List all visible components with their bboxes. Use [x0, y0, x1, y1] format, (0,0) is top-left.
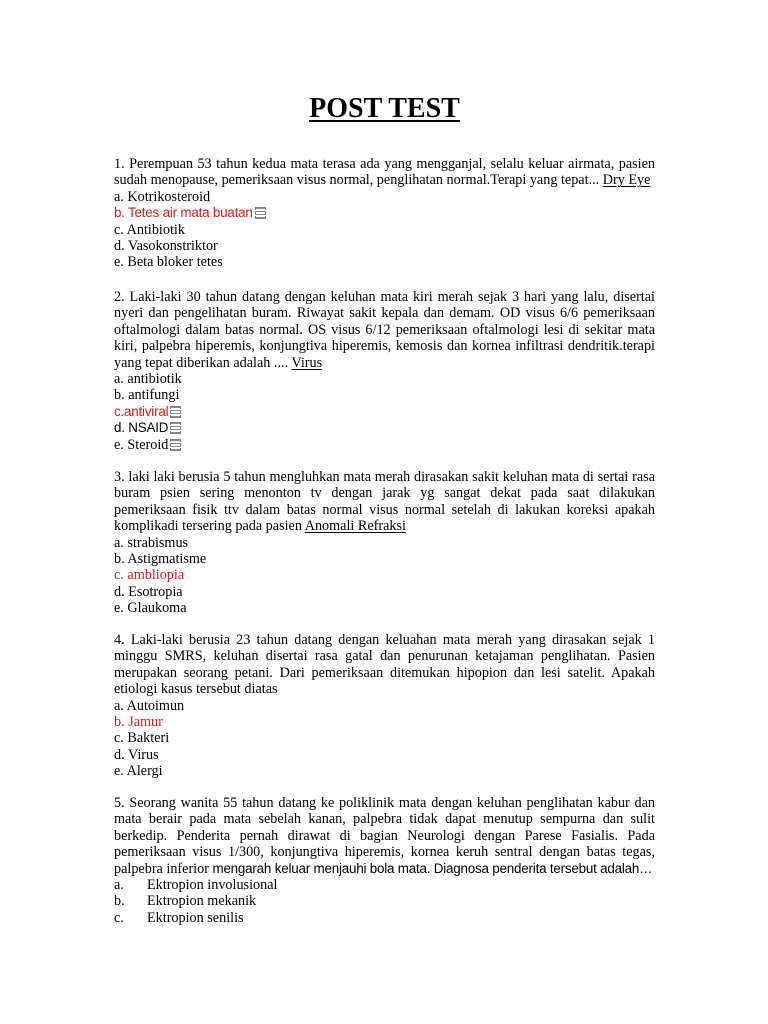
option-e: e. Beta bloker tetes	[114, 254, 223, 271]
question-stem	[114, 795, 655, 877]
edit-mark-icon	[170, 406, 181, 418]
option-a: a. strabismus	[114, 534, 189, 551]
handwritten-answer: Anomali Refraksi	[304, 518, 406, 535]
question-2	[114, 289, 655, 453]
question-stem	[114, 289, 655, 371]
option-b	[114, 893, 655, 909]
question-4	[114, 632, 655, 780]
option-e: e. Alergi	[114, 763, 163, 780]
option-a: a. Kotrikosteroid	[114, 188, 211, 205]
option-e: e. Glaukoma	[114, 600, 187, 617]
option-c	[114, 910, 655, 926]
handwritten-answer: Virus	[291, 354, 323, 371]
option-a	[114, 877, 655, 893]
option-text: Ektropion involusional	[147, 877, 278, 894]
option-a: a. Autoimun	[114, 697, 185, 714]
option-d: d. Vasokonstriktor	[114, 238, 218, 255]
edit-mark-icon	[255, 207, 266, 219]
option-e-text: e. Steroid	[114, 436, 169, 453]
option-c: c. Antibiotik	[114, 221, 185, 238]
option-text: Ektropion mekanik	[147, 893, 257, 910]
option-b-correct: b. Jamur	[114, 714, 163, 731]
question-stem: 4. Laki-laki berusia 23 tahun datang dengan keluahan mata merah yang dirasakan sejak 1 minggu SMRS, keluhan disertai rasa gatal dan penurunan ketajaman penglihatan. Pasien merupakan seorang petani. Dari pemeriksaan ditemukan hipopion dan lesi satelit. Apakah etiologi kasus tersebut diatas	[114, 632, 655, 698]
question-5	[114, 795, 655, 926]
option-e	[114, 437, 655, 453]
page-title: POST TEST	[309, 93, 460, 124]
option-c: c. Bakteri	[114, 730, 170, 747]
question-text: 3. laki laki berusia 5 tahun mengluhkan mata merah dirasakan sakit keluhan mata di sertai rasa buram psien sering menonton tv dengan jarak yg sangat dekat pada saat dilakukan pemeriksaan fisik ttv dalam batas normal visus normal setelah di lakukan koreksi apakah komplikadi tersering pada pasien	[114, 469, 655, 535]
edit-mark-icon	[170, 422, 181, 434]
option-c-correct: c. ambliopia	[114, 567, 185, 584]
question-text: 1. Perempuan 53 tahun kedua mata terasa ada yang mengganjal, selalu keluar airmata, pasien sudah menopause, pemeriksaan visus normal, penglihatan normal.Terapi yang tepat...	[114, 156, 655, 189]
option-b-text: b. Tetes air mata buatan	[114, 205, 253, 221]
question-3	[114, 469, 655, 617]
question-text: 2. Laki-laki 30 tahun datang dengan keluhan mata kiri merah sejak 3 hari yang lalu, disertai nyeri dan pengelihatan buram. Riwayat sakit kepala dan demam. OD visus 6/6 pemeriksaan oftalmologi dalam batas normal. OS visus 6/12 pemeriksaan oftalmologi lesi di sekitar mata kiri, palpebra hiperemis, konjungtiva hiperemis, kemosis dan kornea infiltrasi dendritik.terapi yang tepat diberikan adalah ....	[114, 289, 655, 371]
question-text-tail: mengarah keluar menjauhi bola mata. Diagnosa penderita tersebut adalah…	[212, 860, 653, 876]
question-text: 5. Seorang wanita 55 tahun datang ke poliklinik mata dengan keluhan penglihatan kabur dan mata berair pada mata sebelah kanan, palpebra tidak dapat menutup sempurna dan sulit berkedip. Penderita pernah dirawat di bagian Neurologi dengan Parese Fasialis. Pada pemeriksaan visus 1/300, konjungtiva hiperemis, kornea keruh sentral dengan batas tegas, palpebra inferior	[114, 795, 655, 877]
option-d: d. Esotropia	[114, 583, 183, 600]
option-label: b.	[114, 893, 125, 910]
question-1	[114, 156, 655, 271]
option-label: c.	[114, 909, 124, 926]
question-stem	[114, 156, 655, 189]
option-b: b. Astigmatisme	[114, 551, 207, 568]
option-d	[114, 420, 655, 436]
question-stem	[114, 469, 655, 535]
option-c-text: c.antiviral	[114, 403, 169, 419]
option-b-correct	[114, 205, 655, 221]
handwritten-answer: Dry Eye	[602, 172, 651, 189]
option-d: d. Virus	[114, 746, 159, 763]
option-label: a.	[114, 877, 124, 894]
option-text: Ektropion senilis	[147, 909, 244, 926]
option-a: a. antibiotik	[114, 371, 182, 388]
edit-mark-icon	[170, 439, 181, 451]
option-c-correct	[114, 404, 655, 420]
option-d-text: d. NSAID	[114, 420, 169, 436]
option-b: b. antifungi	[114, 387, 180, 404]
